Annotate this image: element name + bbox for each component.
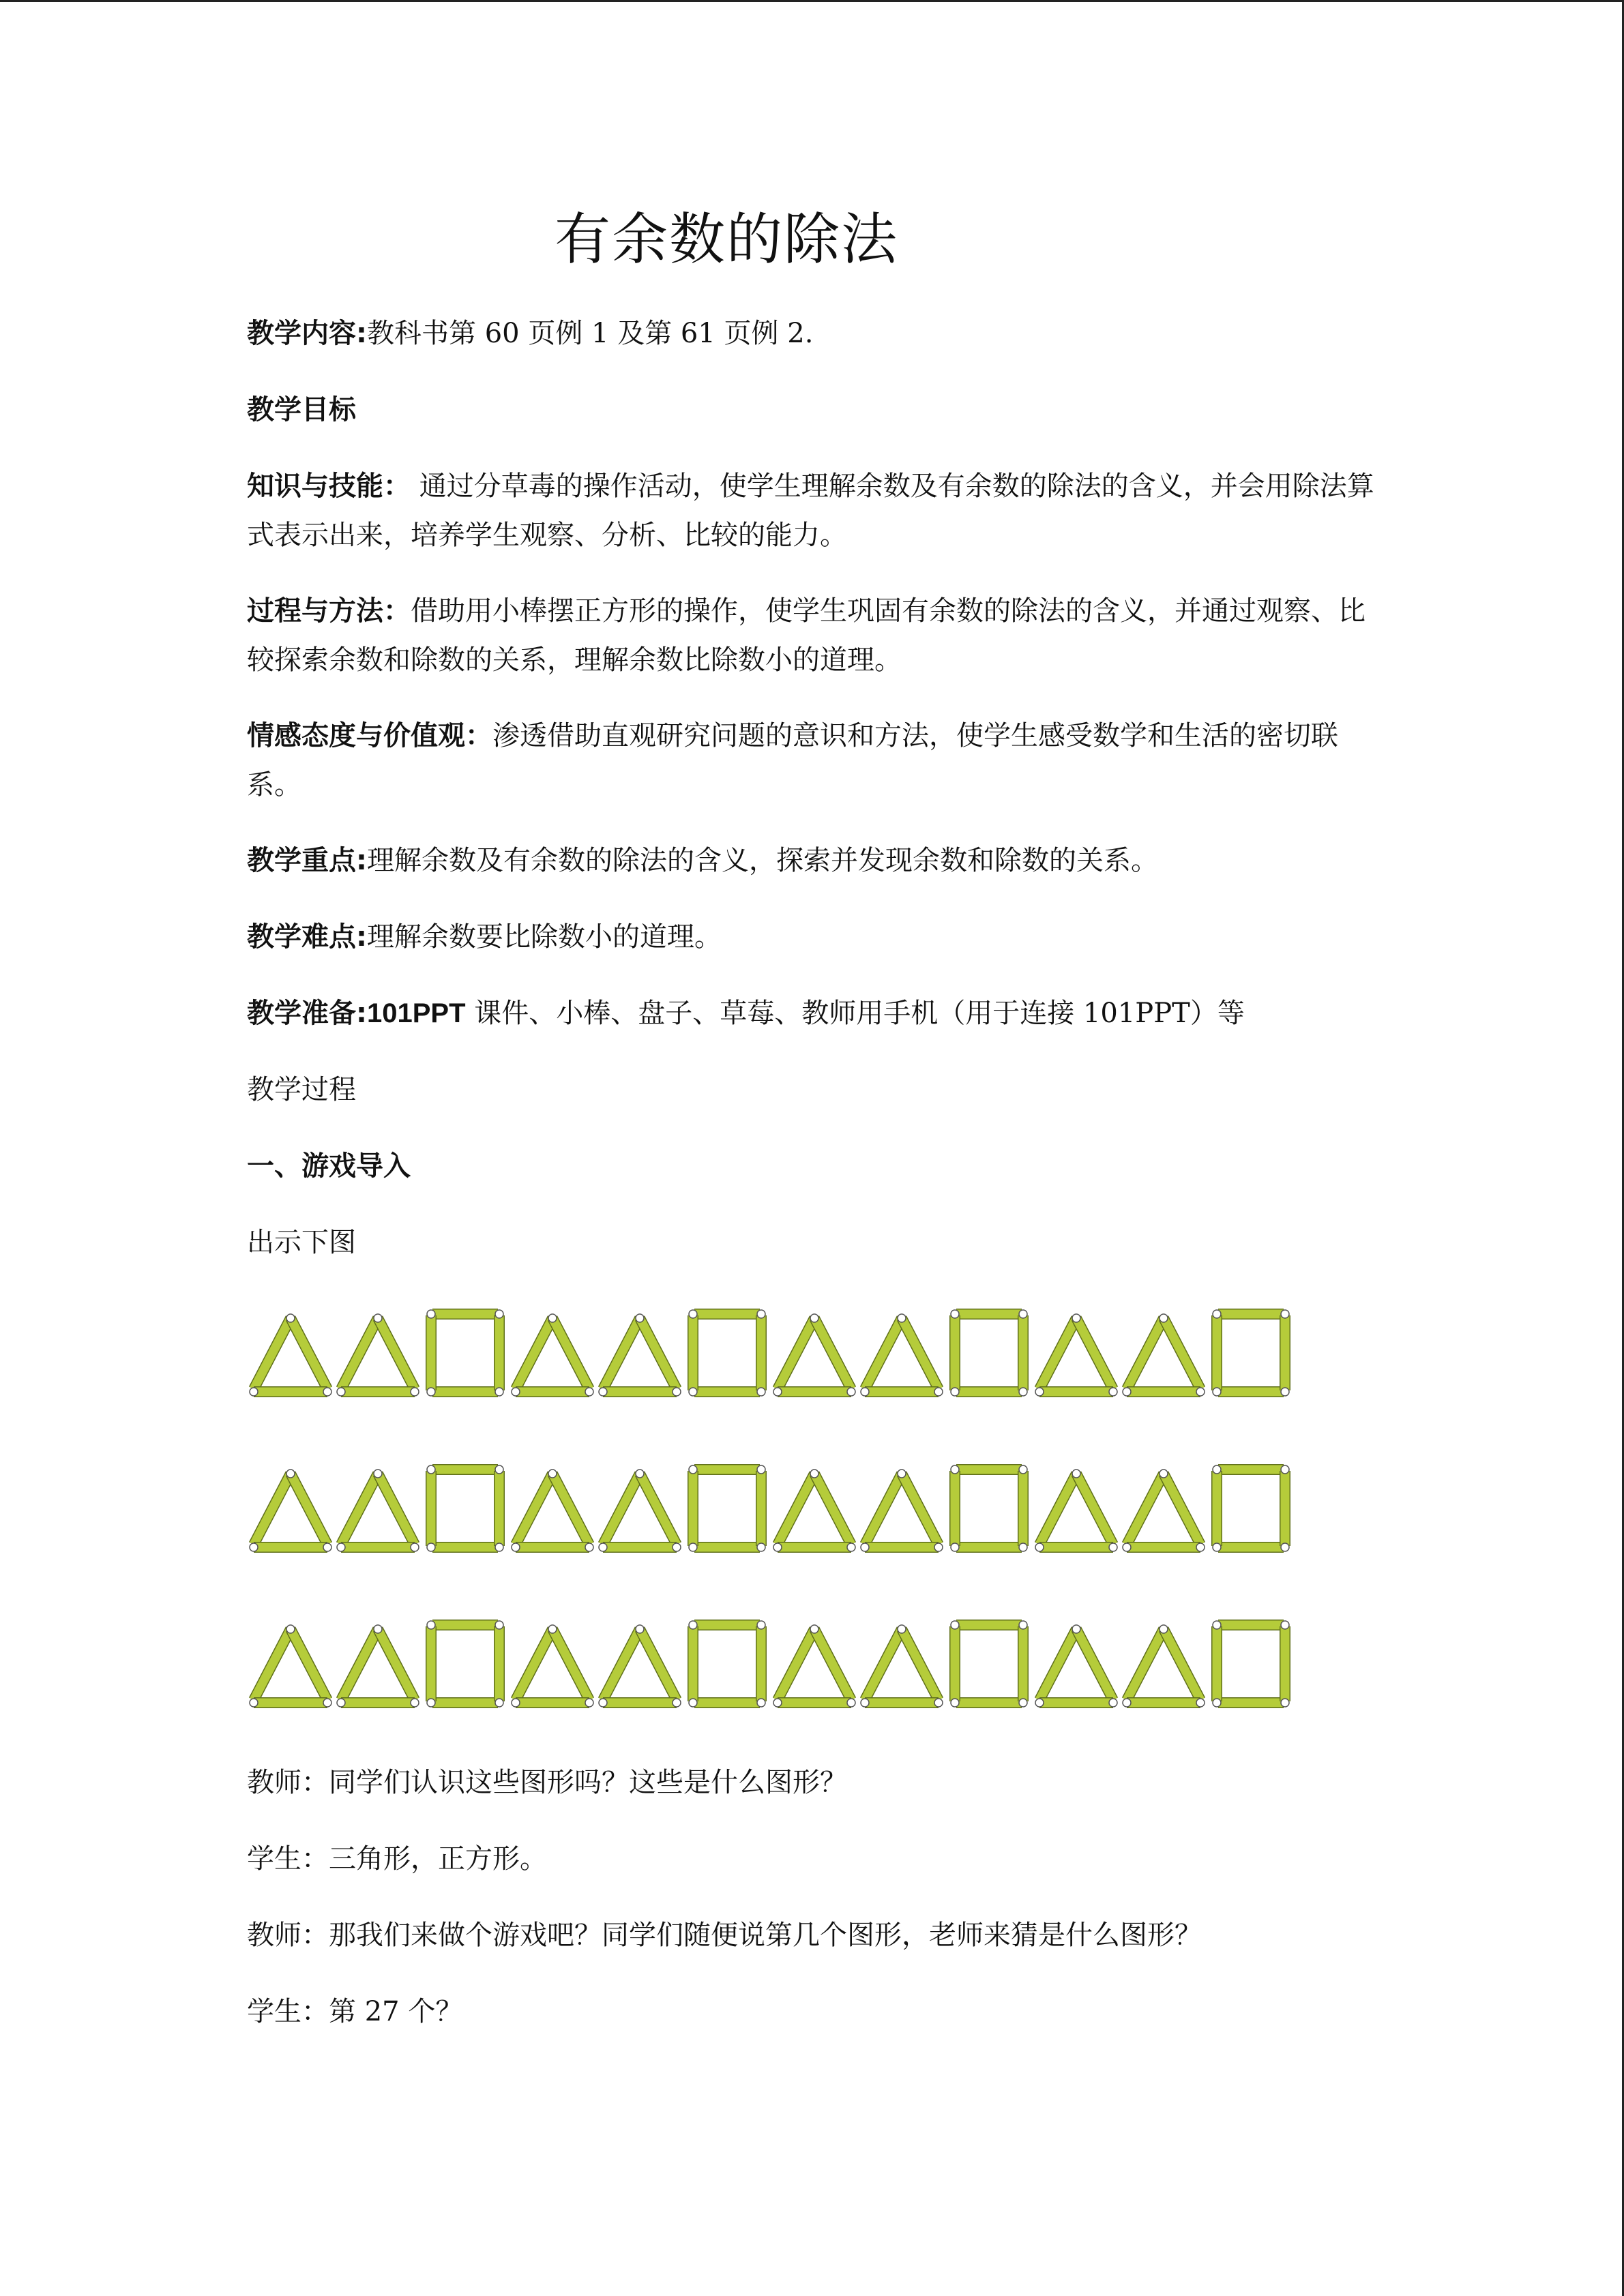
stick-tip	[337, 1543, 345, 1551]
stick	[254, 1474, 291, 1545]
stick-tip	[951, 1621, 959, 1629]
preparation-text: 课件、小棒、盘子、草莓、教师用手机（用于连接 101PPT）等	[465, 998, 1245, 1029]
knowledge-skills-text: 通过分草毒的操作活动，使学生理解余数及有余数的除法的含义，并会用除法算式表示出来，培养学生观察、分析、比较的能力。	[247, 471, 1374, 551]
teaching-process-heading: 教学过程	[247, 1074, 356, 1105]
triangle-shape	[250, 1470, 331, 1551]
stick-tip	[810, 1470, 818, 1478]
stick	[1039, 1629, 1076, 1700]
key-point	[247, 836, 1386, 885]
knowledge-skills-label: 知识与技能：	[247, 471, 411, 502]
stick-tip	[757, 1699, 765, 1707]
stick-figure-row-1	[247, 1306, 1297, 1401]
stick-figure-svg	[247, 1306, 1297, 1401]
stick	[902, 1474, 939, 1545]
stick-tip	[757, 1465, 765, 1474]
stick	[603, 1474, 640, 1545]
stick	[902, 1318, 939, 1389]
triangle-shape	[1035, 1470, 1117, 1551]
stick-tip	[1281, 1621, 1289, 1629]
stick-tip	[427, 1621, 435, 1629]
process-method-label: 过程与方法：	[247, 595, 411, 627]
stick-tip	[1160, 1470, 1168, 1478]
section-game-intro: 一、游戏导入	[247, 1150, 411, 1182]
stick-tip	[689, 1465, 697, 1474]
stick-tip	[773, 1699, 782, 1707]
stick	[1076, 1629, 1113, 1700]
teaching-content-label: 教学内容:	[247, 318, 367, 349]
document-title: 有余数的除法	[554, 207, 898, 272]
stick	[814, 1629, 851, 1700]
emotion-values-label: 情感态度与价值观：	[247, 720, 492, 751]
stick-tip	[1019, 1388, 1027, 1396]
square-shape	[1213, 1310, 1289, 1396]
teaching-goals-heading: 教学目标	[247, 394, 356, 426]
stick-tip	[548, 1314, 557, 1322]
stick-tip	[1196, 1699, 1205, 1707]
stick-tip	[1035, 1388, 1044, 1396]
stick	[1164, 1318, 1200, 1389]
stick	[378, 1629, 415, 1700]
stick-tip	[1213, 1465, 1221, 1474]
square-shape	[1213, 1621, 1289, 1707]
stick-tip	[1123, 1543, 1131, 1551]
stick-tip	[934, 1543, 943, 1551]
stick-tip	[636, 1314, 644, 1322]
stick-tip	[495, 1543, 503, 1551]
stick-tip	[810, 1314, 818, 1322]
stick-tip	[757, 1388, 765, 1396]
triangle-shape	[1035, 1625, 1117, 1707]
stick-tip	[898, 1470, 906, 1478]
stick-tip	[689, 1699, 697, 1707]
stick	[640, 1474, 677, 1545]
stick	[516, 1629, 552, 1700]
stick-tip	[585, 1543, 593, 1551]
stick	[378, 1474, 415, 1545]
emotion-values	[247, 711, 1386, 809]
stick-tip	[861, 1699, 869, 1707]
stick	[902, 1629, 939, 1700]
stick-tip	[636, 1625, 644, 1633]
stick	[552, 1318, 589, 1389]
emotion-values-text: 渗透借助直观研究问题的意识和方法，使学生感受数学和生活的密切联系。	[247, 720, 1338, 801]
stick-tip	[934, 1388, 943, 1396]
triangle-shape	[1123, 1314, 1205, 1396]
teaching-content	[247, 309, 1386, 358]
stick-tip	[495, 1310, 503, 1318]
stick-tip	[585, 1699, 593, 1707]
stick	[552, 1629, 589, 1700]
stick	[378, 1318, 415, 1389]
stick-tip	[323, 1388, 331, 1396]
stick-tip	[411, 1543, 419, 1551]
difficulty-text: 理解余数要比除数小的道理。	[367, 921, 722, 953]
stick-tip	[673, 1543, 681, 1551]
dialogue-line-2: 学生：三角形，正方形。	[247, 1843, 547, 1875]
stick-tip	[1123, 1388, 1131, 1396]
stick-figure-svg	[247, 1617, 1297, 1712]
stick	[814, 1318, 851, 1389]
stick-tip	[847, 1699, 855, 1707]
stick-tip	[1281, 1388, 1289, 1396]
page-border-top	[0, 0, 1624, 2]
square-shape	[1213, 1465, 1289, 1551]
square-shape	[427, 1621, 503, 1707]
stick-tip	[286, 1625, 295, 1633]
square-shape	[689, 1465, 765, 1551]
stick-tip	[773, 1543, 782, 1551]
stick	[1039, 1318, 1076, 1389]
stick-tip	[1019, 1699, 1027, 1707]
preparation-label-ppt: 101PPT	[367, 998, 466, 1028]
stick-tip	[773, 1388, 782, 1396]
stick-tip	[673, 1699, 681, 1707]
triangle-shape	[512, 1470, 593, 1551]
stick-tip	[250, 1388, 258, 1396]
dialogue-line-4: 学生：第 27 个？	[247, 1996, 463, 2027]
triangle-shape	[337, 1314, 419, 1396]
stick-tip	[250, 1543, 258, 1551]
stick-tip	[585, 1388, 593, 1396]
stick-tip	[689, 1543, 697, 1551]
stick-tip	[689, 1621, 697, 1629]
process-method	[247, 586, 1386, 685]
stick-tip	[374, 1625, 382, 1633]
stick-tip	[898, 1314, 906, 1322]
stick-tip	[1019, 1621, 1027, 1629]
stick-tip	[427, 1699, 435, 1707]
stick-tip	[1072, 1470, 1080, 1478]
stick-tip	[934, 1699, 943, 1707]
stick-tip	[861, 1388, 869, 1396]
stick-tip	[427, 1310, 435, 1318]
square-shape	[427, 1310, 503, 1396]
triangle-shape	[599, 1470, 681, 1551]
stick-tip	[1109, 1543, 1117, 1551]
stick-tip	[951, 1465, 959, 1474]
stick-tip	[951, 1388, 959, 1396]
stick	[1127, 1629, 1164, 1700]
dialogue-line-3: 教师：那我们来做个游戏吧？同学们随便说第几个图形，老师来猜是什么图形？	[247, 1920, 1202, 1951]
stick	[516, 1318, 552, 1389]
stick-tip	[1160, 1625, 1168, 1633]
stick-tip	[1072, 1625, 1080, 1633]
stick-tip	[427, 1543, 435, 1551]
stick	[778, 1318, 814, 1389]
stick	[603, 1629, 640, 1700]
stick-tip	[847, 1543, 855, 1551]
stick-tip	[512, 1388, 520, 1396]
stick-tip	[411, 1699, 419, 1707]
stick-tip	[757, 1543, 765, 1551]
square-shape	[427, 1465, 503, 1551]
stick	[640, 1629, 677, 1700]
stick	[778, 1474, 814, 1545]
stick-tip	[374, 1314, 382, 1322]
stick	[1039, 1474, 1076, 1545]
stick-tip	[250, 1699, 258, 1707]
stick	[640, 1318, 677, 1389]
triangle-shape	[861, 1314, 943, 1396]
process-method-text: 借助用小棒摆正方形的操作，使学生巩固有余数的除法的含义，并通过观察、比较探索余数和除数的关系，理解余数比除数小的道理。	[247, 595, 1365, 676]
stick-tip	[1213, 1310, 1221, 1318]
stick-tip	[1072, 1314, 1080, 1322]
key-point-text: 理解余数及有余数的除法的含义，探索并发现余数和除数的关系。	[367, 845, 1158, 876]
stick-tip	[1281, 1699, 1289, 1707]
stick	[1164, 1629, 1200, 1700]
stick	[814, 1474, 851, 1545]
stick-tip	[1213, 1621, 1221, 1629]
stick-tip	[1196, 1543, 1205, 1551]
show-figure-text: 出示下图	[247, 1227, 356, 1258]
triangle-shape	[512, 1314, 593, 1396]
stick-tip	[512, 1543, 520, 1551]
triangle-shape	[337, 1625, 419, 1707]
stick-tip	[847, 1388, 855, 1396]
stick-tip	[689, 1310, 697, 1318]
triangle-shape	[773, 1314, 855, 1396]
stick-tip	[898, 1625, 906, 1633]
triangle-shape	[337, 1470, 419, 1551]
stick-tip	[495, 1388, 503, 1396]
preparation-label: 教学准备:	[247, 998, 367, 1029]
stick-tip	[1109, 1699, 1117, 1707]
stick-tip	[636, 1470, 644, 1478]
triangle-shape	[1035, 1314, 1117, 1396]
teaching-content-text: 教科书第 60 页例 1 及第 61 页例 2.	[367, 318, 814, 349]
stick	[291, 1318, 327, 1389]
stick-tip	[337, 1388, 345, 1396]
triangle-shape	[250, 1314, 331, 1396]
stick-tip	[1035, 1699, 1044, 1707]
stick-tip	[286, 1470, 295, 1478]
square-shape	[689, 1621, 765, 1707]
stick-tip	[427, 1465, 435, 1474]
stick	[254, 1318, 291, 1389]
dialogue-line-1: 教师：同学们认识这些图形吗？这些是什么图形？	[247, 1767, 847, 1798]
stick-tip	[427, 1388, 435, 1396]
stick	[1164, 1474, 1200, 1545]
stick-tip	[1019, 1310, 1027, 1318]
stick-tip	[1160, 1314, 1168, 1322]
square-shape	[951, 1310, 1027, 1396]
stick-tip	[1213, 1699, 1221, 1707]
stick-tip	[323, 1543, 331, 1551]
triangle-shape	[1123, 1625, 1205, 1707]
triangle-shape	[773, 1470, 855, 1551]
triangle-shape	[861, 1625, 943, 1707]
stick	[865, 1474, 902, 1545]
square-shape	[951, 1621, 1027, 1707]
stick-tip	[861, 1543, 869, 1551]
stick-tip	[495, 1699, 503, 1707]
square-shape	[689, 1310, 765, 1396]
stick-tip	[810, 1625, 818, 1633]
triangle-shape	[773, 1625, 855, 1707]
stick-tip	[1213, 1388, 1221, 1396]
preparation	[247, 989, 1386, 1038]
stick	[341, 1318, 378, 1389]
stick-tip	[1196, 1388, 1205, 1396]
stick-tip	[1019, 1543, 1027, 1551]
triangle-shape	[1123, 1470, 1205, 1551]
stick-tip	[951, 1310, 959, 1318]
stick-tip	[1019, 1465, 1027, 1474]
stick	[291, 1474, 327, 1545]
stick-tip	[337, 1699, 345, 1707]
stick-tip	[599, 1699, 607, 1707]
stick-tip	[599, 1543, 607, 1551]
stick-tip	[495, 1621, 503, 1629]
stick-tip	[512, 1699, 520, 1707]
stick-tip	[323, 1699, 331, 1707]
stick-tip	[673, 1388, 681, 1396]
stick-tip	[689, 1388, 697, 1396]
stick-figure-row-2	[247, 1461, 1297, 1557]
stick	[778, 1629, 814, 1700]
triangle-shape	[861, 1470, 943, 1551]
stick	[341, 1629, 378, 1700]
stick-tip	[548, 1625, 557, 1633]
stick-tip	[495, 1465, 503, 1474]
stick-tip	[1281, 1543, 1289, 1551]
stick	[254, 1629, 291, 1700]
stick	[865, 1318, 902, 1389]
stick	[516, 1474, 552, 1545]
stick	[1076, 1474, 1113, 1545]
stick-tip	[286, 1314, 295, 1322]
triangle-shape	[599, 1314, 681, 1396]
knowledge-skills	[247, 462, 1386, 560]
stick-tip	[1109, 1388, 1117, 1396]
stick-tip	[1213, 1543, 1221, 1551]
stick-tip	[757, 1310, 765, 1318]
stick-figure-svg	[247, 1461, 1297, 1557]
stick	[1127, 1318, 1164, 1389]
stick	[603, 1318, 640, 1389]
stick	[291, 1629, 327, 1700]
stick-tip	[374, 1470, 382, 1478]
difficulty-label: 教学难点:	[247, 921, 367, 953]
stick-tip	[548, 1470, 557, 1478]
stick	[341, 1474, 378, 1545]
stick-tip	[757, 1621, 765, 1629]
stick-tip	[599, 1388, 607, 1396]
stick	[1127, 1474, 1164, 1545]
stick	[1076, 1318, 1113, 1389]
stick-tip	[951, 1699, 959, 1707]
triangle-shape	[599, 1625, 681, 1707]
difficulty	[247, 912, 1386, 961]
stick-tip	[1281, 1310, 1289, 1318]
triangle-shape	[250, 1625, 331, 1707]
stick-tip	[411, 1388, 419, 1396]
stick-figure-row-3	[247, 1617, 1297, 1712]
triangle-shape	[512, 1625, 593, 1707]
stick-tip	[951, 1543, 959, 1551]
stick	[552, 1474, 589, 1545]
square-shape	[951, 1465, 1027, 1551]
stick-tip	[1281, 1465, 1289, 1474]
stick-tip	[1035, 1543, 1044, 1551]
key-point-label: 教学重点:	[247, 845, 367, 876]
stick	[865, 1629, 902, 1700]
stick-tip	[1123, 1699, 1131, 1707]
